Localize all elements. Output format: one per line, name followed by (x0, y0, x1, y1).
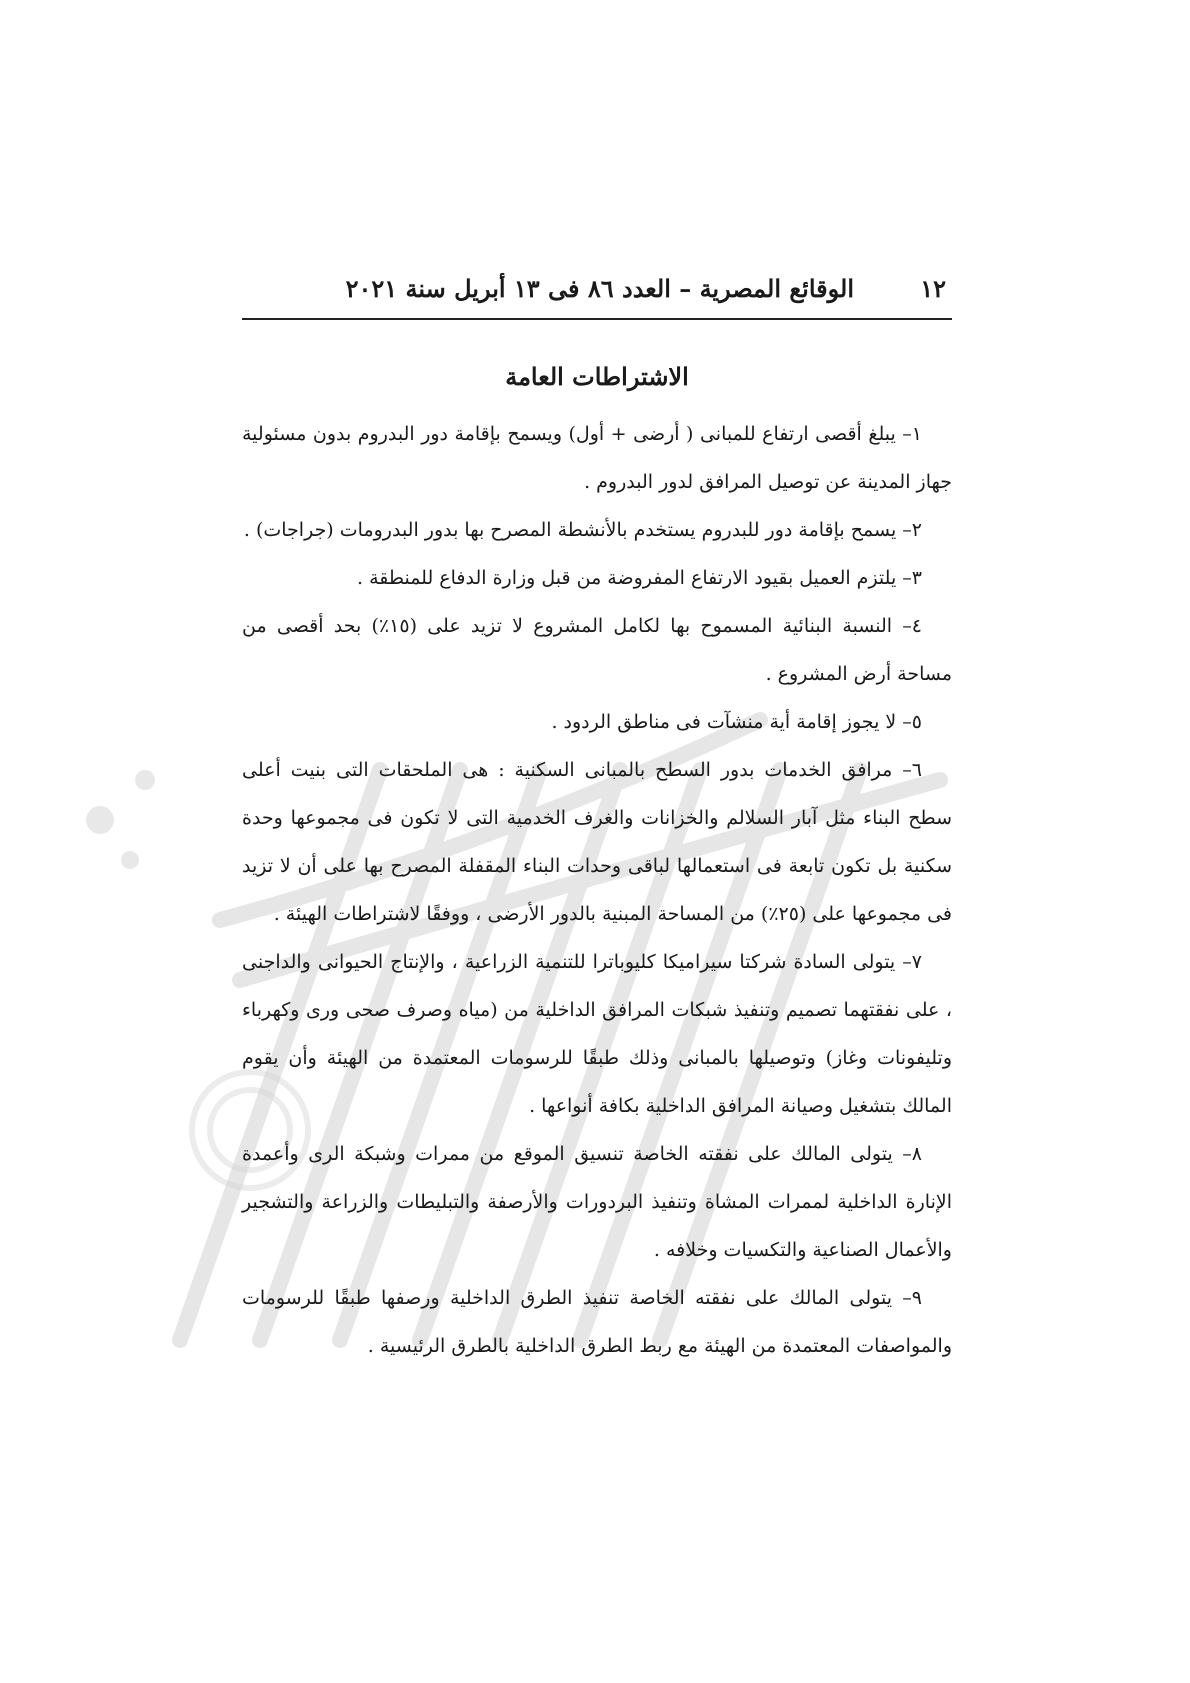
paragraph-9: ٩– يتولى المالك على نفقته الخاصة تنفيذ الطرق الداخلية ورصفها طبقًا للرسومات والمواصفات المعتمدة من الهيئة مع ربط الطرق الداخلية بالطرق الرئيسية . (242, 1287, 952, 1357)
paragraph-2: ٢– يسمح بإقامة دور للبدروم يستخدم بالأنشطة المصرح بها بدور البدرومات (جراجات) . (243, 519, 922, 541)
paragraph-7: ٧– يتولى السادة شركتا سيراميكا كليوباترا للتنمية الزراعية ، والإنتاج الحيوانى والداجنى ، على نفقتهما تصميم وتنفيذ شبكات المرافق الداخلية من (مياه وصرف صحى ورى وكهرباء وتليفونات وغاز) وتوصيلها بالمبانى وذلك طبقًا للرسومات المعتمدة من الهيئة وأن يقوم المالك بتشغيل وصيانة المرافق الداخلية بكافة أنواعها . (242, 951, 952, 1117)
document-body (242, 410, 952, 1370)
issue-title: الوقائع المصرية – العدد ٨٦ فى ١٣ أبريل سنة ٢٠٢١ (345, 274, 854, 303)
page-header (242, 268, 952, 320)
section-title: الاشتراطات العامة (505, 362, 689, 391)
paragraph-3: ٣– يلتزم العميل بقيود الارتفاع المفروضة من قبل وزارة الدفاع للمنطقة . (357, 567, 922, 589)
page-number: ١٢ (920, 274, 946, 303)
paragraph-6: ٦– مرافق الخدمات بدور السطح بالمبانى السكنية : هى الملحقات التى بنيت أعلى سطح البناء مثل آبار السلالم والخزانات والغرف الخدمية التى لا تكون فى مجموعها وحدة سكنية بل تكون تابعة فى استعمالها لباقى وحدات البناء المقفلة المصرح بها على أن لا تزيد فى مجموعها على (٢٥٪) من المساحة المبنية بالدور الأرضى ، ووفقًا لاشتراطات الهيئة . (242, 759, 952, 925)
paragraph-5: ٥– لا يجوز إقامة أية منشآت فى مناطق الردود . (551, 711, 922, 733)
paragraph-8: ٨– يتولى المالك على نفقته الخاصة تنسيق الموقع من ممرات وشبكة الرى وأعمدة الإنارة الداخلية لممرات المشاة وتنفيذ البردورات والأرصفة والتبليطات والزراعة والتشجير والأعمال الصناعية والتكسيات وخلافه . (242, 1143, 952, 1261)
paragraph-1: ١– يبلغ أقصى ارتفاع للمبانى ( أرضى + أول) ويسمح بإقامة دور البدروم بدون مسئولية جهاز المدينة عن توصيل المرافق لدور البدروم . (242, 423, 952, 493)
paragraph-4: ٤– النسبة البنائية المسموح بها لكامل المشروع لا تزيد على (١٥٪) بحد أقصى من مساحة أرض المشروع . (242, 615, 952, 685)
